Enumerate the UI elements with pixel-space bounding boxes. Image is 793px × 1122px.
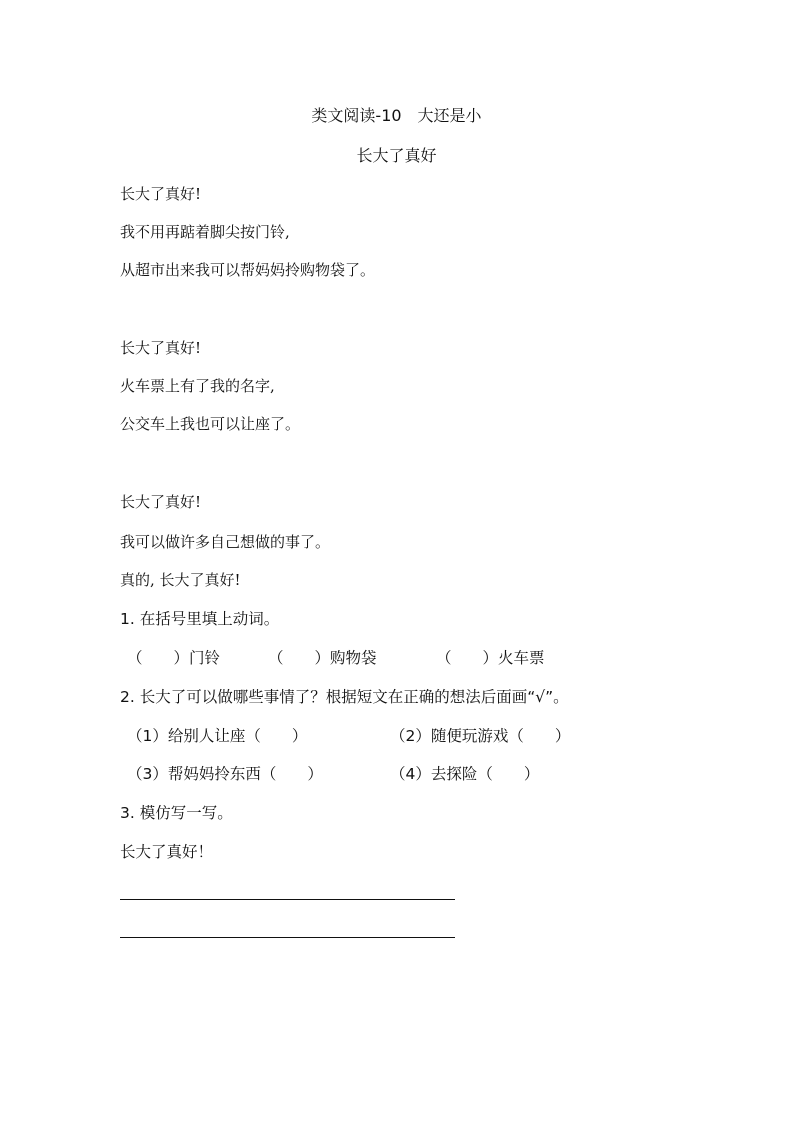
poem-line: 长大了真好! bbox=[120, 339, 202, 357]
answer-line-1[interactable] bbox=[120, 899, 455, 900]
poem-line: 我不用再踮着脚尖按门铃, bbox=[120, 223, 290, 241]
option-give-seat[interactable]: （1）给别人让座（ ） bbox=[127, 727, 308, 745]
poem-line: 真的, 长大了真好! bbox=[120, 571, 241, 589]
poem-line: 我可以做许多自己想做的事了。 bbox=[120, 533, 331, 551]
option-play-games[interactable]: （2）随便玩游戏（ ） bbox=[390, 727, 571, 745]
question-3-prompt: 3. 模仿写一写。 bbox=[120, 804, 233, 822]
poem-line: 公交车上我也可以让座了。 bbox=[120, 415, 301, 433]
question-1-prompt: 1. 在括号里填上动词。 bbox=[120, 610, 280, 628]
fill-blank-doorbell[interactable]: （ ）门铃 bbox=[127, 649, 221, 667]
answer-line-2[interactable] bbox=[120, 937, 455, 938]
option-explore[interactable]: （4）去探险（ ） bbox=[390, 765, 540, 783]
fill-blank-train-ticket[interactable]: （ ）火车票 bbox=[436, 649, 545, 667]
poem-line: 长大了真好! bbox=[120, 185, 202, 203]
option-carry-things[interactable]: （3）帮妈妈拎东西（ ） bbox=[127, 765, 323, 783]
poem-line: 从超市出来我可以帮妈妈拎购物袋了。 bbox=[120, 261, 376, 279]
question-3-starter: 长大了真好！ bbox=[120, 843, 214, 861]
poem-line: 火车票上有了我的名字, bbox=[120, 377, 275, 395]
poem-title: 长大了真好 bbox=[356, 146, 437, 165]
question-2-prompt: 2. 长大了可以做哪些事情了？根据短文在正确的想法后面画“√”。 bbox=[120, 688, 569, 706]
page-title: 类文阅读-10 大还是小 bbox=[311, 106, 482, 125]
fill-blank-shopping-bag[interactable]: （ ）购物袋 bbox=[268, 649, 377, 667]
poem-line: 长大了真好! bbox=[120, 493, 202, 511]
